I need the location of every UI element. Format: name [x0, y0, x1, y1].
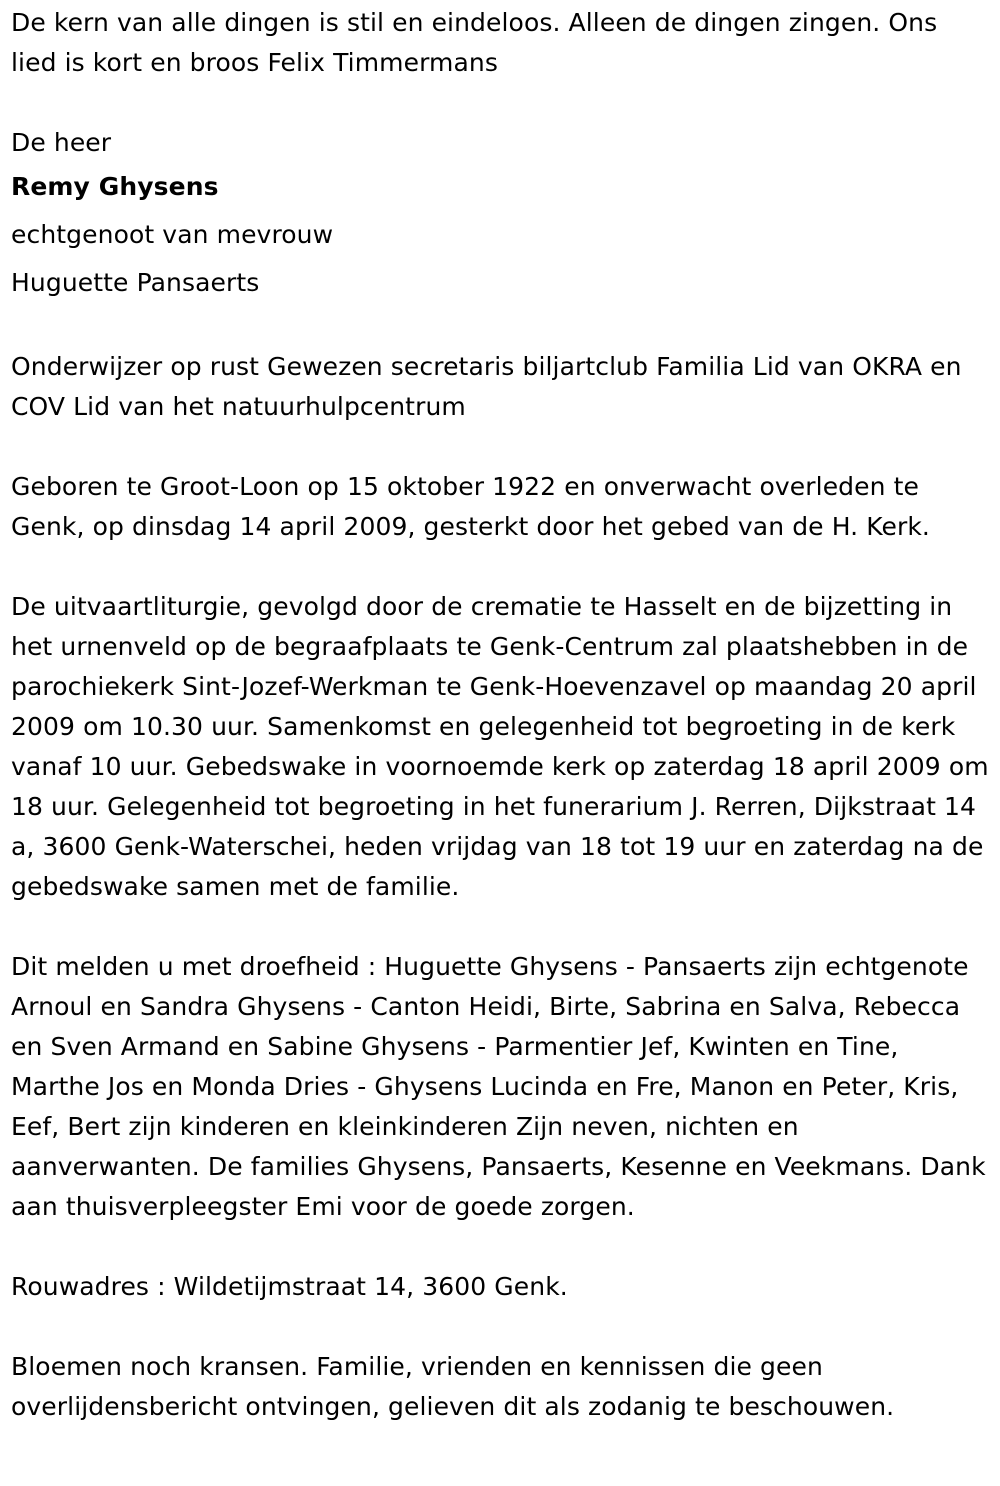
family-paragraph: Dit melden u met droefheid : Huguette Ghysens - Pansaerts zijn echtgenote Arnoul en Sandra Ghysens - Canton Heidi, Birte, Sabrina en Salva, Rebecca en Sven Armand en Sabine Ghysens - Parmentier Jef, Kwinten en Tine, Marthe Jos en Monda Dries - Ghysens Lucinda en Fre, Manon en Peter, Kris, Eef, Bert zijn kinderen en kleinkinderen Zijn neven, nichten en aanverwanten. De families Ghysens, Pansaerts, Kesenne en Veekmans. Dank aan thuisverpleegster Emi voor de goede zorgen. [11, 952, 986, 1221]
funeral-paragraph: De uitvaartliturgie, gevolgd door de crematie te Hasselt en de bijzetting in het urnenveld op de begraafplaats te Genk-Centrum zal plaatshebben in de parochiekerk Sint-Jozef-Werkman te Genk-Hoevenzavel op maandag 20 april 2009 om 10.30 uur. Samenkomst en gelegenheid tot begroeting in de kerk vanaf 10 uur. Gebedswake in voornoemde kerk op zaterdag 18 april 2009 om 18 uur. Gelegenheid tot begroeting in het funerarium J. Rerren, Dijkstraat 14 a, 3600 Genk-Waterschei, heden vrijdag van 18 tot 19 uur en zaterdag na de gebedswake samen met de familie. [11, 592, 989, 901]
opening-quote: De kern van alle dingen is stil en eindeloos. Alleen de dingen zingen. Ons lied is kort en broos Felix Timmermans [11, 8, 938, 77]
relation-line: echtgenoot van mevrouw [11, 220, 334, 249]
spouse-name: Huguette Pansaerts [11, 268, 260, 297]
occupation-paragraph: Onderwijzer op rust Gewezen secretaris biljartclub Familia Lid van OKRA en COV Lid van het natuurhulpcentrum [11, 352, 962, 421]
mourning-address: Rouwadres : Wildetijmstraat 14, 3600 Genk. [11, 1272, 568, 1301]
flowers-paragraph: Bloemen noch kransen. Familie, vrienden en kennissen die geen overlijdensbericht ontvingen, gelieven dit als zodanig te beschouwen. [11, 1352, 895, 1421]
salutation: De heer [11, 128, 112, 157]
birth-death-paragraph: Geboren te Groot-Loon op 15 oktober 1922 en onverwacht overleden te Genk, op dinsdag 14 april 2009, gesterkt door het gebed van de H. Kerk. [11, 472, 930, 541]
deceased-name: Remy Ghysens [11, 172, 219, 201]
